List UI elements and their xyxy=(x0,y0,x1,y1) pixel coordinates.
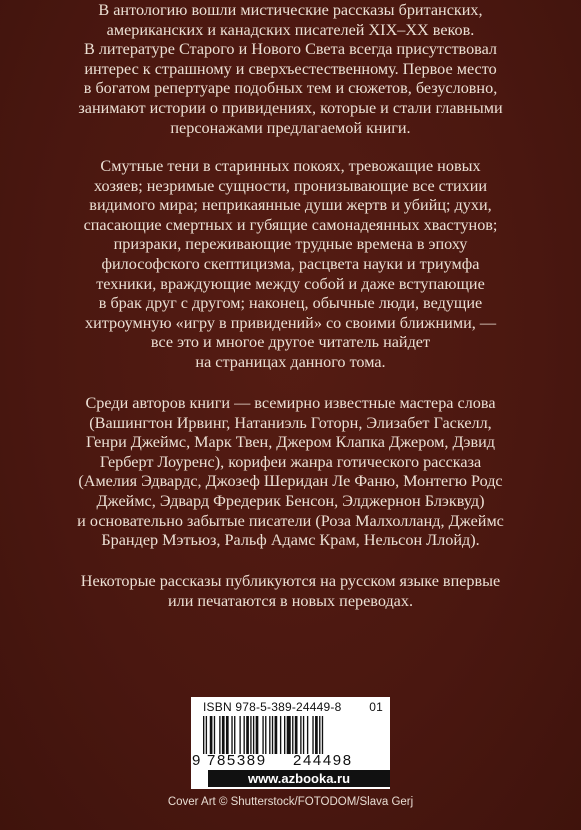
text-line: в брак друг с другом; наконец, обычные люди, ведущие xyxy=(98,294,483,313)
barcode-bar xyxy=(287,716,291,754)
barcode-bar xyxy=(231,716,232,754)
barcode-bar xyxy=(265,716,266,754)
text-line: все это и многое другое читатель найдет xyxy=(150,333,431,352)
text-line: хитроумную «игру в привидений» со своими ближними, — xyxy=(84,313,497,332)
barcode-bars xyxy=(197,716,386,754)
text-line: или печатаются в новых переводах. xyxy=(167,591,414,610)
barcode-bar xyxy=(315,716,318,754)
barcode-bar xyxy=(272,716,273,754)
text-line: техники, враждующие между собой и даже вступающие xyxy=(96,274,485,293)
text-line: Смутные тени в старинных покоях, тревожащие новых xyxy=(100,157,481,175)
text-line: Некоторые рассказы публикуются на русском языке впервые xyxy=(80,572,501,590)
barcode-bar xyxy=(256,716,259,754)
cover-art-credit: Cover Art © Shutterstock/FOTODOM/Slava Gerj xyxy=(167,796,414,808)
isbn-label-row xyxy=(203,700,383,714)
barcode-bar xyxy=(312,716,313,754)
barcode-bar xyxy=(322,716,323,754)
text-line: на страницах данного тома. xyxy=(195,352,386,371)
annotation-paragraph-1 xyxy=(0,1,581,138)
barcode-bar xyxy=(307,716,308,754)
text-line: В литературе Старого и Нового Света всегда присутствовал xyxy=(83,40,497,59)
text-line: Герберт Лоуренс), корифеи жанра готического рассказа xyxy=(99,452,482,471)
barcode-bar xyxy=(246,716,249,754)
barcode-bar xyxy=(262,716,263,754)
annotation-paragraph-3 xyxy=(0,394,581,551)
barcode-bar xyxy=(214,716,215,754)
barcode-group-2: 244498 xyxy=(293,752,353,769)
barcode-bar xyxy=(222,716,225,754)
text-line: Среди авторов книги — всемирно известные мастера слова xyxy=(85,394,496,412)
annotation-paragraph-4 xyxy=(0,572,581,611)
barcode-bar xyxy=(292,716,293,754)
text-line: (Амелия Эдвардс, Джозеф Шеридан Ле Фаню, Монтегю Родс xyxy=(78,472,503,491)
text-line: интерес к страшному и сверхъестественному. Первое место xyxy=(84,59,497,78)
text-line: и основательно забытые писатели (Роза Малхолланд, Джеймс xyxy=(77,511,504,530)
publisher-website: www.azbooka.ru xyxy=(208,770,390,787)
barcode-bar xyxy=(206,716,207,754)
barcode-bar xyxy=(300,716,301,754)
barcode-group-1: 785389 xyxy=(207,752,267,769)
text-line: занимают истории о привидениях, которые и стали главными xyxy=(78,98,503,117)
barcode-bar xyxy=(319,716,320,754)
text-line: философского скептицизма, расцвета науки и триумфа xyxy=(101,254,480,273)
text-line: в богатом репертуаре подобных тем и сюжетов, безусловно, xyxy=(83,79,498,98)
text-line: Джеймс, Эдвард Фредерик Бенсон, Элджернон Блэквуд) xyxy=(96,491,485,510)
text-line: В антологию вошли мистические рассказы британских, xyxy=(98,1,483,19)
isbn-addon: 01 xyxy=(369,700,383,714)
text-line: спасающие смертных и губящие самонадеянных хвастунов; xyxy=(83,215,498,234)
barcode-bar xyxy=(303,716,304,754)
barcode-bar xyxy=(244,716,245,754)
barcode-bar xyxy=(239,716,240,754)
barcode-bar xyxy=(210,716,213,754)
barcode-bar xyxy=(275,716,278,754)
barcode-lead-digit: 9 xyxy=(192,752,201,769)
barcode-bar xyxy=(203,716,204,754)
annotation-paragraph-2 xyxy=(0,157,581,373)
text-line: хозяев; незримые сущности, пронизывающие все стихии xyxy=(93,176,488,195)
barcode-bar xyxy=(234,716,235,754)
barcode-bar xyxy=(295,716,298,754)
text-line: Генри Джеймс, Марк Твен, Джером Клапка Джером, Дэвид xyxy=(86,433,495,452)
barcode-bar xyxy=(280,716,281,754)
barcode-bar xyxy=(269,716,270,754)
text-line: призраки, переживающие трудные времена в эпоху xyxy=(113,235,468,254)
barcode-bar xyxy=(284,716,285,754)
isbn-label: ISBN 978-5-389-24449-8 xyxy=(203,700,342,714)
barcode-bar xyxy=(226,716,229,754)
barcode-digits xyxy=(190,752,390,770)
barcode-bar xyxy=(219,716,220,754)
text-line: Брандер Мэтьюз, Ральф Адамс Крам, Нельсон Ллойд). xyxy=(101,531,480,550)
text-line: (Вашингтон Ирвинг, Натаниэль Готорн, Элизабет Гаскелл, xyxy=(89,413,492,432)
text-line: персонажами предлагаемой книги. xyxy=(170,118,411,137)
barcode-graphic xyxy=(197,716,386,754)
barcode-bar xyxy=(253,716,254,754)
text-line: видимого мира; неприкаянные души жертв и убийц; духи, xyxy=(89,196,492,215)
barcode-bar xyxy=(250,716,251,754)
text-line: американских и канадских писателей XIX–XX веков. xyxy=(106,20,475,39)
